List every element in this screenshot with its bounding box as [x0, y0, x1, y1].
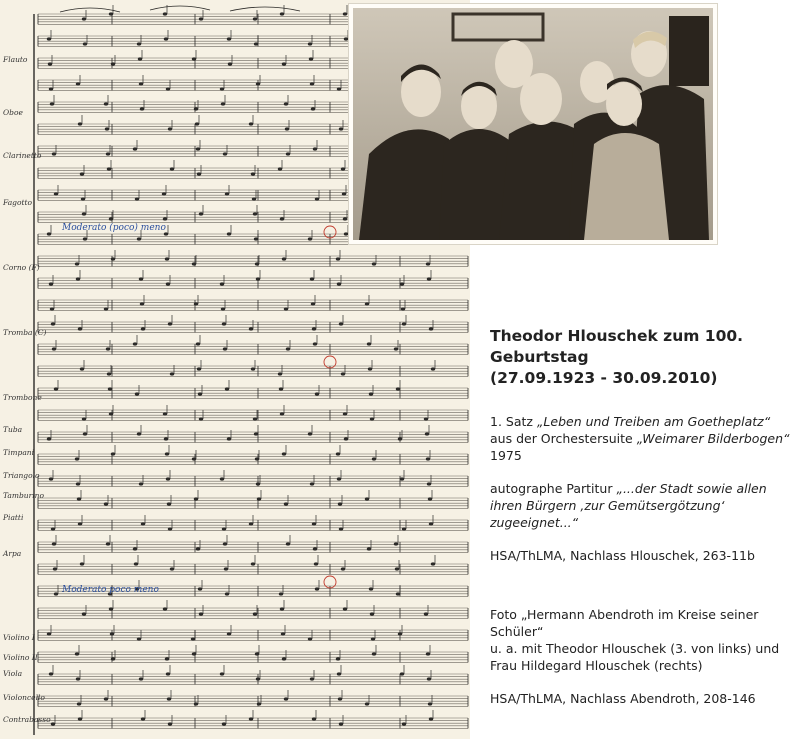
dedication-line-2: ihren Bürgern ‚zur Gemütsergötzung‘ zugeeignet...“ — [490, 498, 725, 530]
group-photo-image — [349, 4, 717, 244]
instrument-label: Oboe — [3, 108, 23, 117]
score-staff — [38, 405, 468, 421]
score-staff — [38, 555, 468, 574]
score-staff — [38, 270, 468, 288]
score-staff — [38, 645, 468, 662]
score-staff — [38, 535, 468, 552]
suite-line: aus der Orchestersuite „Weimarer Bilderbogen“ 1975 — [490, 431, 790, 463]
score-dedication: autographe Partitur „...der Stadt sowie allen ihren Bürgern ‚zur Gemütsergötzung‘ zugeeignet...“ — [490, 481, 767, 530]
score-staff — [38, 490, 468, 508]
group-photo — [349, 4, 717, 244]
photo-source-text: HSA/ThLMA, Nachlass Abendroth, 208-146 — [490, 691, 756, 706]
instrument-label: Violino I — [3, 633, 35, 642]
instrument-label: Contrabasso — [3, 715, 51, 724]
caption-dates: (27.09.1923 - 30.09.2010) — [490, 369, 718, 387]
score-staff — [38, 380, 468, 398]
score-staff — [38, 360, 468, 376]
suite-title: „Weimarer Bilderbogen“ — [636, 431, 790, 446]
slur-mark — [60, 8, 120, 12]
score-staff — [38, 335, 468, 354]
instrument-label: Timpani — [3, 448, 35, 457]
instrument-label: Piatti — [3, 513, 24, 522]
score-staff — [38, 600, 468, 618]
tempo-marking: Moderato (poco) meno — [62, 223, 166, 233]
score-source — [490, 547, 795, 564]
photo-line-2: u. a. mit Theodor Hlouschek (3. von links) und — [490, 641, 780, 656]
instrument-label: Tuba — [3, 425, 23, 434]
score-staff — [38, 470, 468, 486]
score-staff — [38, 295, 468, 311]
caption — [490, 326, 795, 723]
score-staff — [38, 315, 468, 332]
photo-line-3: Frau Hildegard Hlouschek (rechts) — [490, 658, 703, 673]
instrument-label: Violoncello — [3, 693, 45, 702]
instrument-label: Violino II — [3, 653, 38, 662]
score-staff — [38, 445, 468, 464]
instrument-label: Tromba (C) — [3, 328, 47, 337]
score-source-text: HSA/ThLMA, Nachlass Hlouschek, 263-11b — [490, 548, 755, 563]
score-staff — [38, 710, 468, 728]
photo-description — [490, 606, 795, 674]
movement-line: 1. Satz „Leben und Treiben am Goetheplatz“ — [490, 414, 771, 429]
movement-title: „Leben und Treiben am Goetheplatz“ — [536, 414, 771, 429]
score-staff — [38, 625, 468, 641]
score-staff — [38, 425, 468, 442]
photo-source — [490, 690, 795, 707]
instrument-label: Flauto — [3, 55, 28, 64]
photo-line-1: Foto „Hermann Abendroth im Kreise seiner Schüler“ — [490, 607, 759, 639]
slur-mark — [230, 7, 300, 11]
movement-info — [490, 413, 795, 464]
score-staff — [38, 665, 468, 684]
score-staff — [38, 690, 468, 706]
instrument-label: Clarinetto — [3, 151, 42, 160]
instrument-label: Trombone — [3, 393, 42, 402]
score-staff — [38, 515, 468, 531]
score-staff — [38, 250, 468, 266]
instrument-label: Viola — [3, 669, 23, 678]
instrument-label: Arpa — [3, 549, 22, 558]
caption-title: Theodor Hlouschek zum 100. Geburtstag — [490, 327, 744, 366]
instrument-label: Fagotto — [3, 198, 33, 207]
tempo-marking: Moderato poco meno — [62, 585, 159, 595]
instrument-label: Corno (F) — [3, 263, 40, 272]
slur-mark — [150, 6, 210, 10]
dedication-line-1: „...der Stadt sowie allen — [616, 481, 767, 496]
instrument-label: Tamburino — [3, 491, 44, 500]
instrument-label: Triangolo — [3, 471, 40, 480]
